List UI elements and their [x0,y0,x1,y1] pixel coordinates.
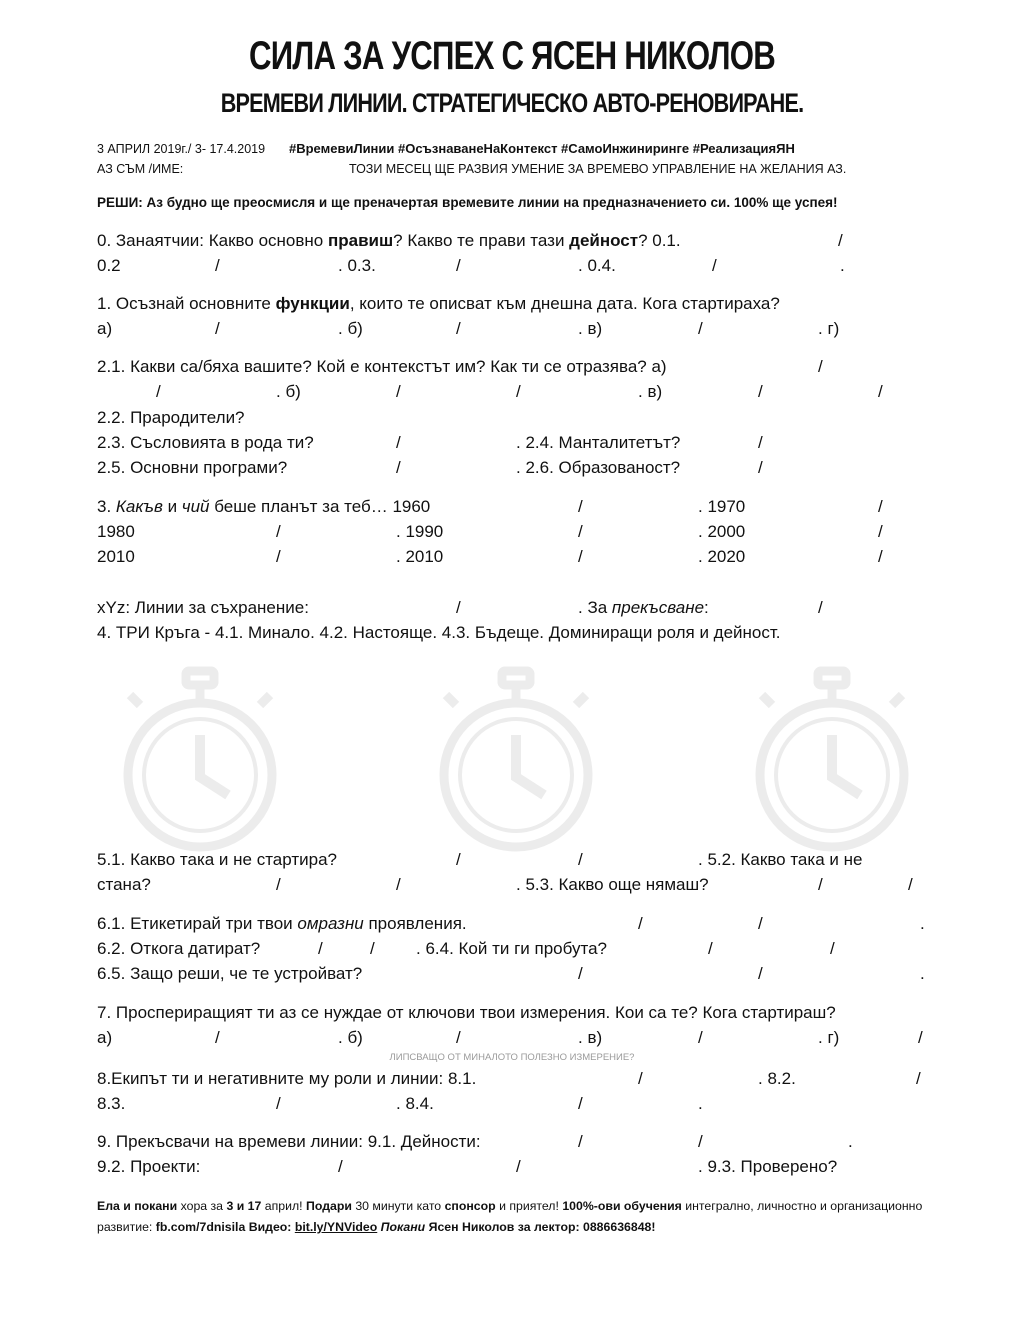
slash: / [818,357,823,376]
slash: / [578,497,583,516]
slash: / [758,964,763,983]
slash: / [698,1132,703,1151]
slash: / [878,522,883,541]
slash: / [878,547,883,566]
slash: / [916,1069,921,1088]
q3-2010b: . 2010 [396,547,444,566]
slash: / [456,850,461,869]
q0-item-3: . 0.3. [338,256,376,275]
month-goal: ТОЗИ МЕСЕЦ ЩЕ РАЗВИЯ УМЕНИЕ ЗА ВРЕМЕВО УПРАВЛЕНИЕ НА ЖЕЛАНИЯ АЗ. [349,162,847,176]
slash: / [276,1094,281,1113]
slash: / [698,1028,703,1047]
slash: / [578,964,583,983]
q8-line1: 8.Екипът ти и негативните му роли и линии: 8.1. [97,1069,477,1088]
q3-1990: . 1990 [396,522,444,541]
q2-2: 2.2. Прародители? [97,408,245,427]
q0-item-4: . 0.4. [578,256,616,275]
q2-4: . 2.4. Манталитетът? [516,433,681,452]
stopwatch-icon [110,665,290,855]
slash: / [396,875,401,894]
decision-statement: РЕШИ: Аз будно ще преосмисля и ще преначертая времевите линии на предназначението си. 100% ще успея! [97,195,838,210]
slash: / [276,547,281,566]
q6-5: 6.5. Защо реши, че те устройват? [97,964,363,983]
slash: / [396,433,401,452]
slash: / [638,914,643,933]
q8-2: . 8.2. [758,1069,796,1088]
slash: / [318,939,323,958]
q7-item-c: . в) [578,1028,603,1047]
q0-line1: 0. Занаятчии: Какво основно правиш? Какво те прави тази дейност? 0.1. [97,231,681,250]
q7-item-d: . г) [818,1028,840,1047]
slash: / [396,458,401,477]
slash: / [456,1028,461,1047]
q1-line1: 1. Осъзнай основните функции, които те описват към днешна дата. Кога стартираха? [97,294,780,313]
slash: / [918,1028,923,1047]
slash: / [838,231,843,250]
slash: / [818,598,823,617]
slash: / [370,939,375,958]
dot: . [848,1132,853,1151]
q7-item-b: . б) [338,1028,363,1047]
slash: / [215,1028,220,1047]
q9-3: . 9.3. Проверено? [698,1157,838,1176]
q2-6: . 2.6. Образованост? [516,458,681,477]
q9-2: 9.2. Проекти: [97,1157,201,1176]
stopwatch-icon [426,665,606,855]
q2-5: 2.5. Основни програми? [97,458,288,477]
slash: / [878,497,883,516]
q7-line1: 7. Просперирaщият ти аз се нуждае от ключови твои измерения. Кои са те? Кога стартираш? [97,1003,836,1022]
q3-2010a: 2010 [97,547,135,566]
slash: / [516,382,521,401]
q2-3: 2.3. Съсловията в рода ти? [97,433,314,452]
q1-item-d: . г) [818,319,840,338]
q4-line: 4. ТРИ Кръга - 4.1. Минало. 4.2. Настояще. 4.3. Бъдеще. Доминиращи роля и дейност. [97,623,781,642]
slash: / [456,256,461,275]
slash: / [456,319,461,338]
slash: / [708,939,713,958]
q1-item-b: . б) [338,319,363,338]
slash: / [758,433,763,452]
q3-line1: 3. Какъв и чий беше планът за теб… 1960 [97,497,431,516]
slash: / [456,598,461,617]
stopwatch-icon [742,665,922,855]
slash: / [758,382,763,401]
xyz-break: . За прекъсване: [578,598,709,617]
slash: / [878,382,883,401]
xyz-line: xYz: Линии за съхранение: [97,598,309,617]
q8-3: 8.3. [97,1094,126,1113]
q2-item-b: . б) [276,382,301,401]
q1-item-a: а) [97,319,113,338]
slash: / [578,1094,583,1113]
q7-item-a: а) [97,1028,113,1047]
slash: / [578,522,583,541]
dot: . [840,256,845,275]
q0-item-2: 0.2 [97,256,121,275]
slash: / [818,875,823,894]
q8-4: . 8.4. [396,1094,434,1113]
video-link[interactable]: bit.ly/YNVideo [294,1220,378,1234]
q6-2: 6.2. Откога датират? [97,939,261,958]
header-date: 3 АПРИЛ 2019г./ 3- 17.4.2019 [97,142,266,156]
q6-4: . 6.4. Кой ти ги пробута? [416,939,608,958]
q3-2000: . 2000 [698,522,746,541]
slash: / [215,256,220,275]
fb-link[interactable]: fb.com/7dnisila [155,1220,246,1234]
slash: / [396,382,401,401]
slash: / [338,1157,343,1176]
slash: / [908,875,913,894]
slash: / [578,1132,583,1151]
slash: / [156,382,161,401]
slash: / [712,256,717,275]
q3-1980: 1980 [97,522,135,541]
slash: / [215,319,220,338]
slash: / [638,1069,643,1088]
page-title: СИЛА ЗА УСПЕХ С ЯСЕН НИКОЛОВ [249,34,775,78]
slash: / [516,1157,521,1176]
dot: . [920,914,925,933]
slash: / [758,458,763,477]
dot: . [920,964,925,983]
q5-3: . 5.3. Какво още нямаш? [516,875,709,894]
q1-item-c: . в) [578,319,603,338]
slash: / [698,319,703,338]
q5-cont: стана? [97,875,151,894]
slash: / [578,547,583,566]
q3-1970: . 1970 [698,497,746,516]
dot: . [698,1094,703,1113]
q5-2: . 5.2. Какво така и не [698,850,863,869]
slash: / [276,875,281,894]
name-label: АЗ СЪМ /ИМЕ: [97,162,184,176]
slash: / [830,939,835,958]
slash: / [758,914,763,933]
page-subtitle: ВРЕМЕВИ ЛИНИИ. СТРАТЕГИЧЕСКО АВТО-РЕНОВИРАНЕ. [220,88,804,118]
q9-line1: 9. Прекъсвачи на времеви линии: 9.1. Дейности: [97,1132,481,1151]
q6-line1: 6.1. Етикетирай три твои омразни проявления. [97,914,467,933]
slash: / [276,522,281,541]
q3-2020: . 2020 [698,547,746,566]
slash: / [578,850,583,869]
q7-note: ЛИПСВАЩО ОТ МИНАЛОТО ПОЛЕЗНО ИЗМЕРЕНИЕ? [389,1052,635,1063]
footer-text: Ела и покани хора за 3 и 17 април! Подари 30 минути като спонсор и приятел! 100%-ови обучения интегрално, личностно и организационно развитие: fb.com/7dnisila Видео: bit.ly/YNVideo Покани Ясен Николов за лектор: 0886636848! [97,1199,923,1234]
q5-line1: 5.1. Какво така и не стартира? [97,850,337,869]
q2-line1: 2.1. Какви са/бяха вашите? Кой е контекстът им? Как ти се отразява? а) [97,357,667,376]
header-hashtags: #ВремевиЛинии #ОсъзнаванеНаКонтекст #СамоИнжиниринге #РеализацияЯН [289,141,795,156]
q2-item-c: . в) [638,382,663,401]
